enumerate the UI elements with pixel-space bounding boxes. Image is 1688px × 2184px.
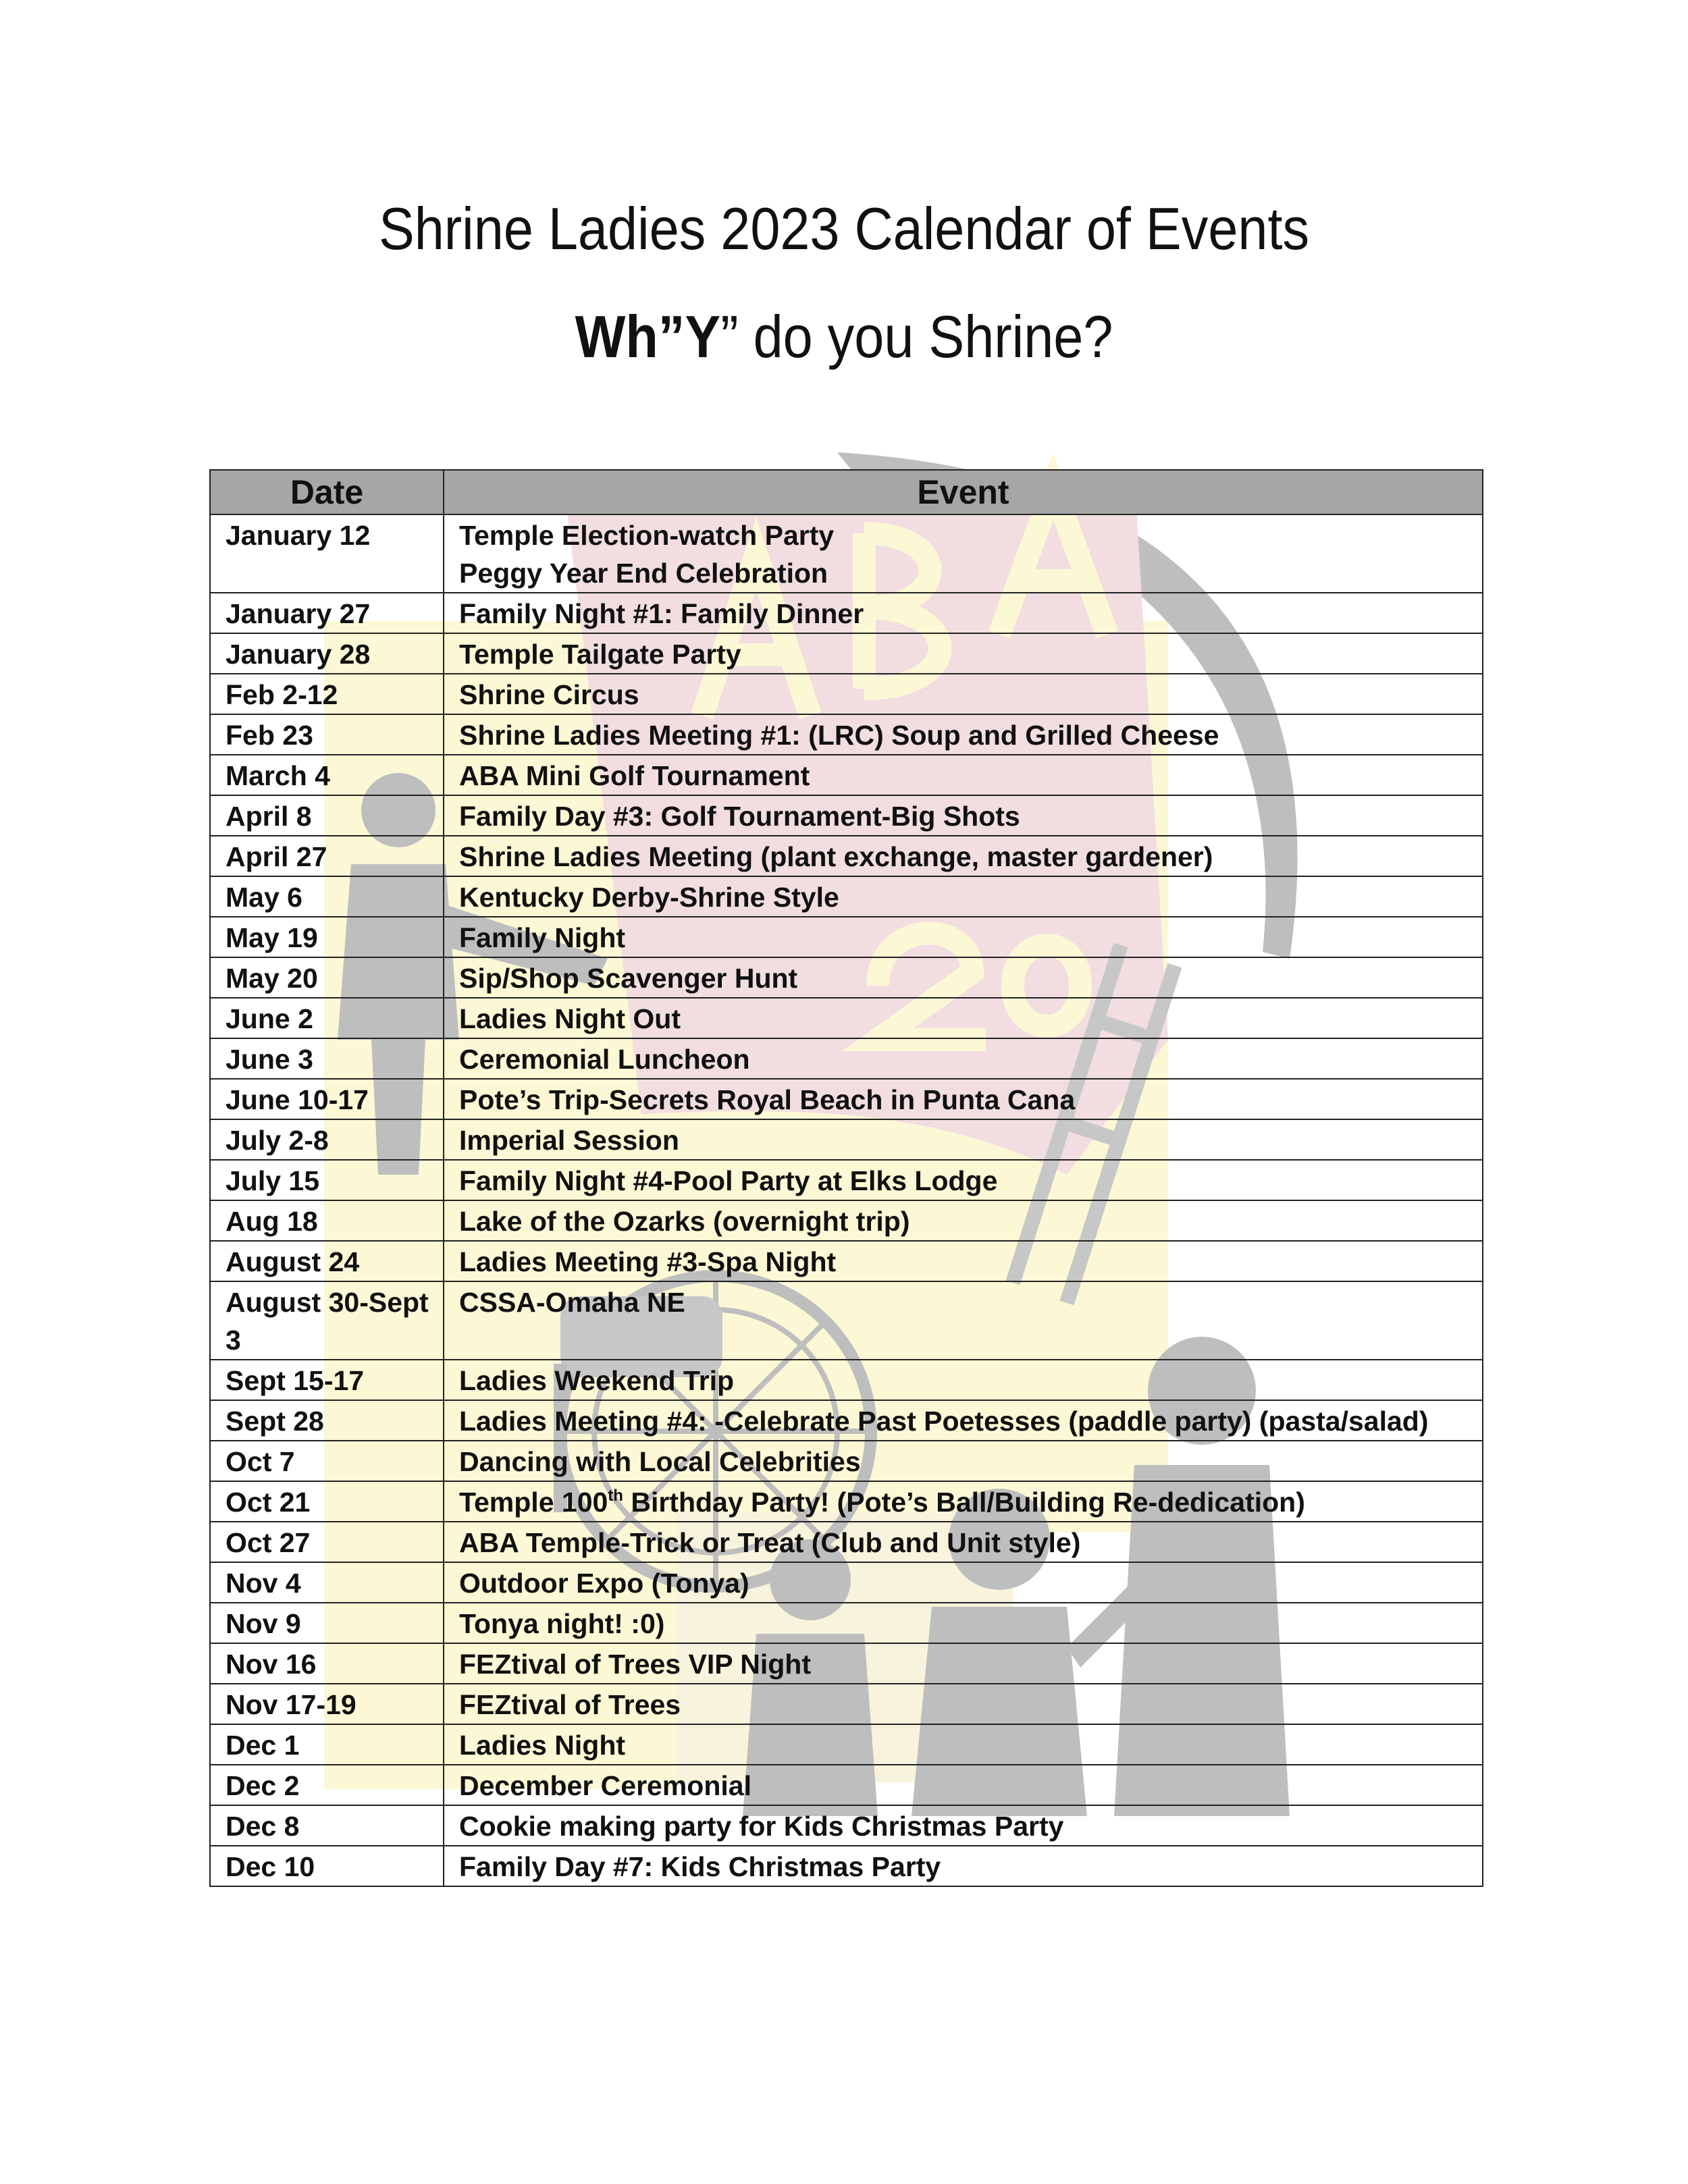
event-date: Sept 15-17 (210, 1360, 444, 1400)
event-name-cell (444, 1079, 1483, 1119)
table-row (210, 1684, 1483, 1724)
event-name: Family Night (459, 922, 626, 953)
event-name-cell (444, 1846, 1483, 1886)
event-date: May 6 (210, 876, 444, 917)
event-name: FEZtival of Trees VIP Night (459, 1649, 811, 1680)
event-name: Lake of the Ozarks (overnight trip) (459, 1206, 910, 1237)
event-name-cell (444, 514, 1483, 593)
event-date: January 12 (210, 514, 444, 593)
subtitle-rest: ” do you Shrine? (720, 303, 1113, 370)
event-name: ABA Temple-Trick or Treat (Club and Unit style) (459, 1527, 1081, 1558)
event-date: June 2 (210, 998, 444, 1038)
event-name-cell (444, 1805, 1483, 1846)
table-row (210, 1724, 1483, 1765)
event-name: Ceremonial Luncheon (459, 1044, 750, 1075)
event-date: Dec 2 (210, 1765, 444, 1805)
event-name-cell (444, 1522, 1483, 1562)
table-row (210, 633, 1483, 674)
event-name: Imperial Session (459, 1125, 679, 1156)
table-row (210, 1200, 1483, 1241)
event-date: Nov 9 (210, 1603, 444, 1643)
event-date: Dec 10 (210, 1846, 444, 1886)
event-name-cell (444, 1360, 1483, 1400)
event-date: Feb 23 (210, 714, 444, 755)
event-date: Oct 7 (210, 1441, 444, 1481)
event-name-cell (444, 714, 1483, 755)
event-date: April 8 (210, 795, 444, 836)
event-name-cell (444, 1441, 1483, 1481)
event-name-cell (444, 1684, 1483, 1724)
event-name: Ladies Night (459, 1730, 626, 1761)
table-row (210, 1400, 1483, 1441)
event-date: March 4 (210, 755, 444, 795)
event-name-cell (444, 1281, 1483, 1360)
event-name-superscript: th (608, 1487, 623, 1505)
events-table-body (210, 514, 1483, 1886)
event-name-cell (444, 1160, 1483, 1200)
event-name: Shrine Ladies Meeting #1: (LRC) Soup and Grilled Cheese (459, 720, 1219, 751)
table-row (210, 836, 1483, 876)
event-date: June 10-17 (210, 1079, 444, 1119)
table-row (210, 514, 1483, 593)
event-date: Nov 4 (210, 1562, 444, 1603)
event-date: May 20 (210, 957, 444, 998)
table-row (210, 1360, 1483, 1400)
event-name: Temple Election-watch Party (459, 520, 835, 551)
table-row (210, 755, 1483, 795)
table-row (210, 1241, 1483, 1281)
event-name: Ladies Weekend Trip (459, 1365, 735, 1396)
event-name: Kentucky Derby-Shrine Style (459, 882, 839, 913)
event-date: January 27 (210, 593, 444, 633)
event-name: Ladies Night Out (459, 1003, 681, 1034)
event-date: Dec 8 (210, 1805, 444, 1846)
event-name-cell (444, 1400, 1483, 1441)
event-name: Family Night #1: Family Dinner (459, 598, 864, 629)
event-date: June 3 (210, 1038, 444, 1079)
event-date: Nov 17-19 (210, 1684, 444, 1724)
event-date: July 15 (210, 1160, 444, 1200)
table-row (210, 714, 1483, 755)
event-name: December Ceremonial (459, 1770, 751, 1801)
event-name-cell (444, 836, 1483, 876)
event-name-cell (444, 1481, 1483, 1522)
date-column-header: Date (210, 470, 444, 514)
event-name-cell (444, 1562, 1483, 1603)
event-name: Family Night #4-Pool Party at Elks Lodge (459, 1165, 998, 1196)
event-column-header: Event (444, 470, 1483, 514)
event-name-cell (444, 998, 1483, 1038)
event-date: April 27 (210, 836, 444, 876)
table-row (210, 674, 1483, 714)
event-name: Temple 100 (459, 1487, 608, 1518)
event-name-cell (444, 593, 1483, 633)
event-name-cell (444, 633, 1483, 674)
event-name: CSSA-Omaha NE (459, 1287, 685, 1318)
event-date: August 30-Sept 3 (210, 1281, 444, 1360)
event-name-cell (444, 1200, 1483, 1241)
event-date: Oct 21 (210, 1481, 444, 1522)
table-row (210, 1643, 1483, 1684)
table-row (210, 593, 1483, 633)
table-row (210, 1522, 1483, 1562)
table-row (210, 1603, 1483, 1643)
table-row (210, 1281, 1483, 1360)
table-row (210, 1160, 1483, 1200)
event-name: Outdoor Expo (Tonya) (459, 1568, 749, 1599)
event-name: Temple Tailgate Party (459, 639, 741, 670)
event-name-cell (444, 1241, 1483, 1281)
event-name-cell (444, 795, 1483, 836)
table-row (210, 1441, 1483, 1481)
event-name-cell (444, 1643, 1483, 1684)
table-row (210, 1038, 1483, 1079)
page-subtitle (84, 302, 1604, 371)
event-name: Cookie making party for Kids Christmas Party (459, 1811, 1064, 1842)
event-name-cell (444, 876, 1483, 917)
event-date: Nov 16 (210, 1643, 444, 1684)
table-row (210, 1119, 1483, 1160)
table-row (210, 1562, 1483, 1603)
event-name: Tonya night! :0) (459, 1608, 665, 1639)
event-date: Sept 28 (210, 1400, 444, 1441)
event-name: Shrine Circus (459, 679, 639, 710)
event-name: Shrine Ladies Meeting (plant exchange, master gardener) (459, 841, 1213, 872)
event-name: Ladies Meeting #3-Spa Night (459, 1246, 837, 1277)
table-row (210, 876, 1483, 917)
event-name-cell (444, 957, 1483, 998)
event-line (459, 1483, 1482, 1521)
event-name-cell (444, 674, 1483, 714)
event-date: Aug 18 (210, 1200, 444, 1241)
event-name: FEZtival of Trees (459, 1689, 681, 1720)
table-header-row (210, 470, 1483, 514)
event-name-second-line: Peggy Year End Celebration (459, 558, 828, 589)
event-date: August 24 (210, 1241, 444, 1281)
table-row (210, 998, 1483, 1038)
table-row (210, 1805, 1483, 1846)
page-title: Shrine Ladies 2023 Calendar of Events (378, 195, 1310, 262)
table-row (210, 957, 1483, 998)
event-date: May 19 (210, 917, 444, 957)
table-row (210, 1846, 1483, 1886)
event-name-rest: Birthday Party! (Pote’s Ball/Building Re-dedication) (623, 1487, 1305, 1518)
subtitle-bold: Wh”Y (575, 303, 721, 370)
event-name: Dancing with Local Celebrities (459, 1446, 861, 1477)
event-name-cell (444, 1603, 1483, 1643)
event-date: July 2-8 (210, 1119, 444, 1160)
event-date: Feb 2-12 (210, 674, 444, 714)
event-name: Pote’s Trip-Secrets Royal Beach in Punta Cana (459, 1084, 1076, 1115)
event-name-cell (444, 1724, 1483, 1765)
event-name-cell (444, 755, 1483, 795)
event-name-cell (444, 1765, 1483, 1805)
table-row (210, 1079, 1483, 1119)
event-name-cell (444, 1038, 1483, 1079)
event-name: ABA Mini Golf Tournament (459, 760, 810, 791)
event-name: Sip/Shop Scavenger Hunt (459, 963, 798, 994)
event-name: Ladies Meeting #4: -Celebrate Past Poetesses (paddle party) (pasta/salad) (459, 1406, 1429, 1437)
table-row (210, 1765, 1483, 1805)
table-row (210, 1481, 1483, 1522)
event-name-cell (444, 1119, 1483, 1160)
events-table (209, 469, 1483, 1887)
event-name: Family Day #3: Golf Tournament-Big Shots (459, 801, 1020, 832)
table-row (210, 795, 1483, 836)
event-name: Family Day #7: Kids Christmas Party (459, 1851, 941, 1882)
event-date: January 28 (210, 633, 444, 674)
table-row (210, 917, 1483, 957)
event-date: Dec 1 (210, 1724, 444, 1765)
event-name-cell (444, 917, 1483, 957)
event-date: Oct 27 (210, 1522, 444, 1562)
